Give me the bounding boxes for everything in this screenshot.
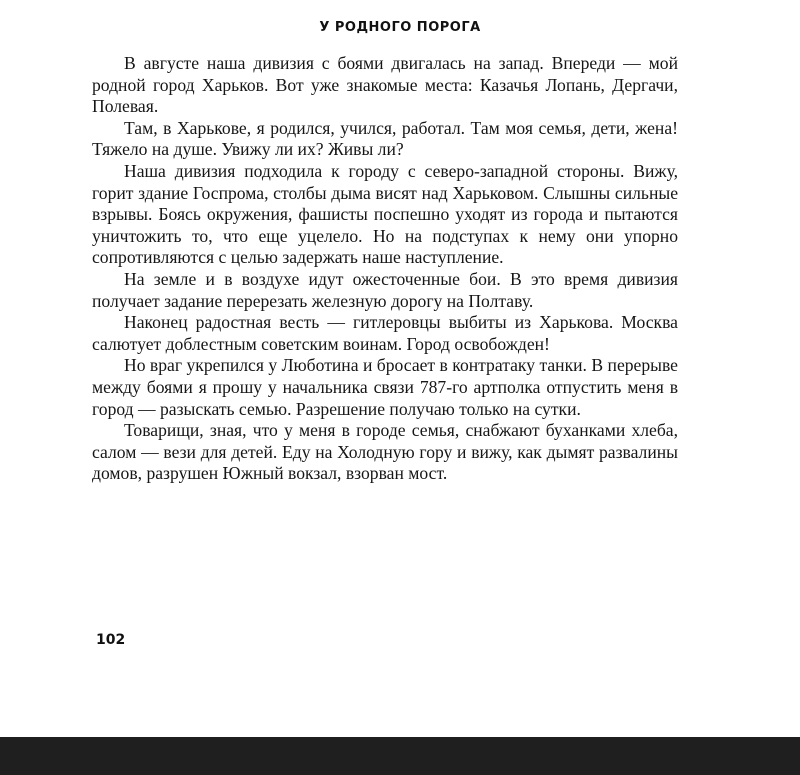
viewer-bottom-bar: [0, 737, 800, 775]
running-header: У РОДНОГО ПОРОГА: [319, 20, 481, 35]
paragraph: На земле и в воздухе идут ожесточенные бои. В это время дивизия получает задание перерезать железную дорогу на Полтаву.: [92, 268, 678, 311]
paragraph: Там, в Харькове, я родился, учился, работал. Там моя семья, дети, жена! Тяжело на душе. Увижу ли их? Живы ли?: [92, 117, 678, 160]
paragraph: В августе наша дивизия с боями двигалась на запад. Впереди — мой родной город Харьков. Вот уже знакомые места: Казачья Лопань, Дергачи, Полевая.: [92, 53, 678, 117]
page-body: [92, 53, 678, 485]
page-number: 102: [96, 632, 126, 648]
paragraph: Наша дивизия подходила к городу с северо-западной стороны. Вижу, горит здание Госпрома, столбы дыма висят над Харьковом. Слышны сильные взрывы. Боясь окружения, фашисты поспешно уходят из города и пытаются уничтожить то, что еще уцелело. Но на подступах к нему они упорно сопротивляются с целью задержать наше наступление.: [92, 160, 678, 268]
paragraph: Но враг укрепился у Люботина и бросает в контратаку танки. В перерыве между боями я прошу у начальника связи 787-го артполка отпустить меня в город — разыскать семью. Разрешение получаю только на сутки.: [92, 355, 678, 419]
paragraph: Наконец радостная весть — гитлеровцы выбиты из Харькова. Москва салютует доблестным советским воинам. Город освобожден!: [92, 312, 678, 354]
paragraph: Товарищи, зная, что у меня в городе семья, снабжают буханками хлеба, салом — вези для детей. Еду на Холодную гору и вижу, как дымят развалины домов, разрушен Южный вокзал, взорван мост.: [92, 420, 678, 484]
